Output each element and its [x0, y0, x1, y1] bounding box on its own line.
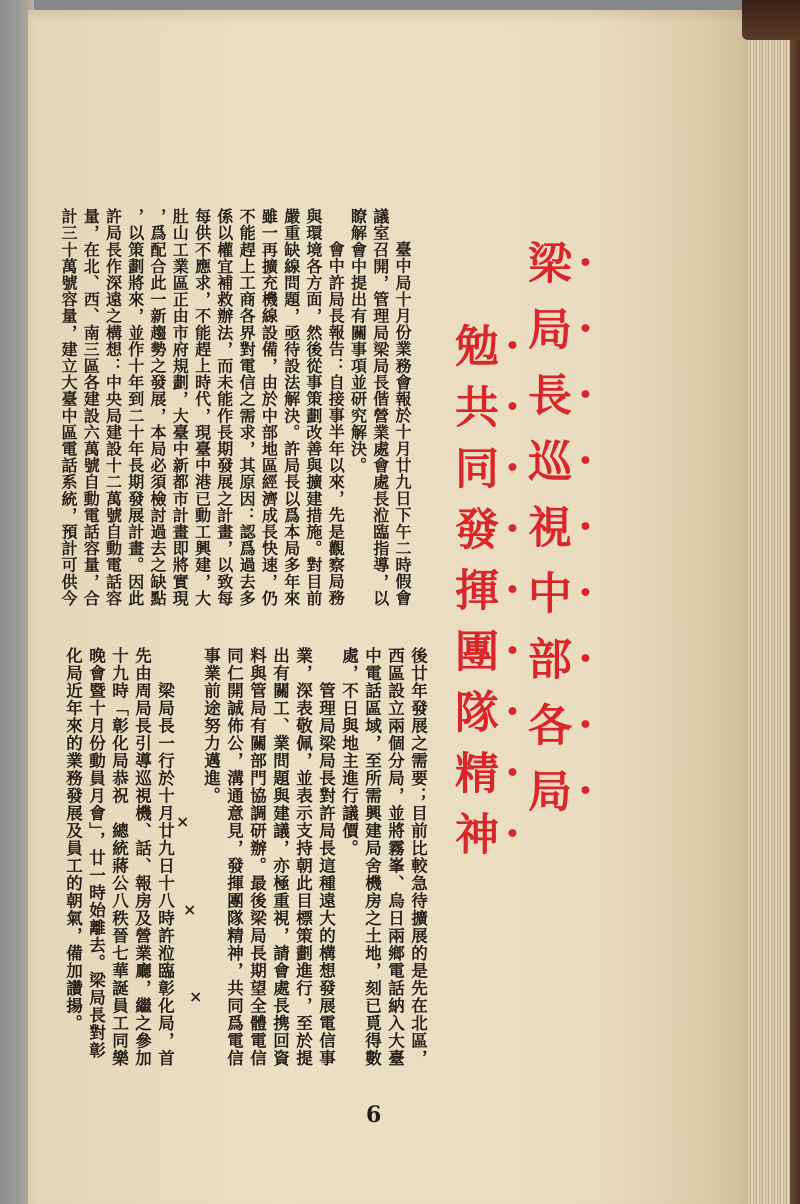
- section-separator-mark: ×: [176, 812, 190, 831]
- lower-text-column: 晚會暨十月份動員月會」，廿一時始離去。梁局長對彰: [86, 647, 106, 1059]
- upper-text-column: 瞭解會中提出有關事項並研究解決。: [348, 208, 368, 474]
- upper-text-column: 許局長作深遠之構想：中央局建設十二萬號自動電話容: [103, 208, 123, 607]
- upper-text-column: 不能趕上工商各界對電信之需求，其原因：認爲過去多: [237, 208, 257, 607]
- upper-text-column: 每供不應求，不能趕上時代，現臺中港已動工興建，大: [192, 208, 212, 607]
- upper-text-column: 臺中局十月份業務會報於十月廿九日下午二時假會: [393, 241, 412, 607]
- upper-text-column: 與環境各方面，然後從事策劃改善與擴建措施。對目前: [303, 208, 323, 607]
- upper-text-column: 議室召開，管理局梁局長偕營業處會處長涖臨指導，以: [370, 208, 390, 607]
- section-separator-mark: ×: [183, 900, 197, 919]
- upper-text-column: 嚴重缺線問題，亟待設法解決。許局長以爲本局多年來: [281, 208, 301, 607]
- lower-text-column: 事業前途努力邁進。: [201, 647, 221, 805]
- lower-text-column: 先由周局長引導巡視機、話、報房及營業廳，繼之參加: [132, 647, 152, 1067]
- upper-text-column: 會中許局長報告：自接事半年以來，先是觀察局務: [326, 241, 346, 607]
- book-binding: [742, 0, 800, 40]
- upper-text-column: 係以權宜補救辦法，而未能作長期發展之計畫，以致每: [214, 208, 234, 607]
- lower-text-column: 十九時「彰化局恭祝 總統蔣公八秩晉七華誕員工同樂: [109, 647, 129, 1067]
- lower-text-column: 同仁開誠佈公，溝通意見，發揮團隊精神，共同爲電信: [224, 647, 244, 1067]
- lower-text-column: 中電話區域，至所需興建局舍機房之土地，刻已覓得數: [362, 647, 382, 1067]
- upper-text-column: 肚山工業區正由市府規劃，大臺中新都市計畫即將實現: [170, 208, 190, 607]
- lower-text-column: 化局近年來的業務發展及員工的朝氣，備加讚揚。: [63, 647, 83, 1032]
- lower-text-column: 業，深表敬佩，並表示支持朝此目標策劃進行，至於提: [293, 647, 313, 1067]
- lower-text-column: 料與管局有關部門協調研辦。最後梁局長期望全體電信: [247, 647, 267, 1067]
- lower-text-column: 出有關工、業問題與建議，亦極重視，請會處長携回資: [270, 647, 290, 1067]
- lower-text-column: 管理局梁局長對許局長這種遠大的構想發展電信事: [316, 682, 336, 1067]
- lower-text-column: 梁局長一行於十月廿九日十八時許涖臨彰化局，首: [155, 682, 175, 1067]
- upper-text-column: 雖一再擴充機線設備，由於中部地區經濟成長快速，仍: [259, 208, 279, 607]
- lower-text-column: 後廿年發展之需要；目前比較急待擴展的是先在北區，: [408, 647, 428, 1067]
- upper-text-column: 量，在北、西、南三區各建設六萬號自動電話容量，合: [81, 208, 101, 607]
- headline-line-1: 梁局長巡視中部各局: [520, 240, 571, 834]
- upper-text-column: ，爲配合此一新趨勢之發展，本局必須檢討過去之缺點: [148, 208, 167, 607]
- lower-text-column: 處，不日與地主進行議價。: [339, 647, 359, 857]
- book-cover-edge: [790, 0, 800, 1204]
- lower-text-column: 西區設立兩個分局，並將霧峯、烏日兩鄉電話納入大臺: [385, 647, 405, 1067]
- headline-line-2: 勉共同發揮團隊精神: [447, 323, 498, 872]
- upper-text-column: ，以策劃將來，並作十年到二十年長期發展計畫。因此: [125, 208, 145, 607]
- upper-text-column: 計三十萬號容量，建立大臺中區電話系統，預計可供今: [59, 208, 78, 607]
- section-separator-mark: ×: [189, 987, 203, 1006]
- page-number: 6: [366, 1102, 382, 1128]
